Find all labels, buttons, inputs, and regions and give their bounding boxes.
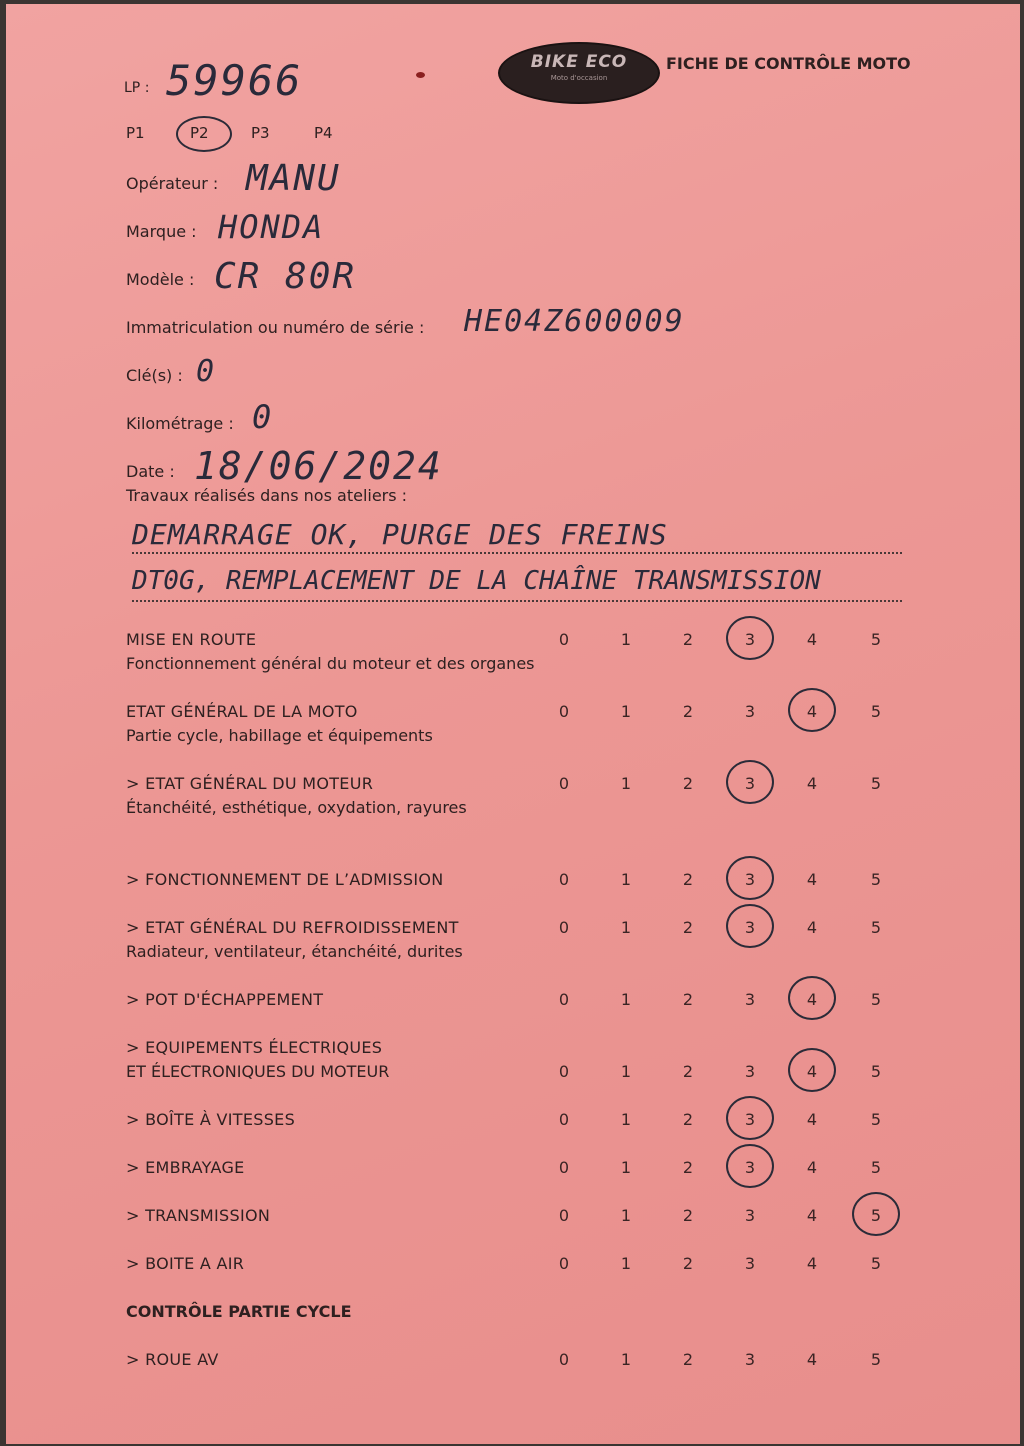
check-label: > EQUIPEMENTS ÉLECTRIQUES [126, 1038, 383, 1057]
score-option-3: 3 [744, 870, 756, 889]
score-option-5: 5 [870, 1062, 882, 1081]
score-option-3: 3 [744, 1158, 756, 1177]
score-option-4: 4 [806, 630, 818, 649]
score-option-0: 0 [558, 1350, 570, 1369]
score-option-3: 3 [744, 1206, 756, 1225]
score-option-4: 4 [806, 1110, 818, 1129]
marque-value: HONDA [218, 208, 325, 246]
score-option-3: 3 [744, 918, 756, 937]
section-title-cycle: CONTRÔLE PARTIE CYCLE [126, 1302, 352, 1321]
score-selected-circle [788, 1048, 836, 1092]
score-option-2: 2 [682, 918, 694, 937]
score-option-2: 2 [682, 870, 694, 889]
check-label: > TRANSMISSION [126, 1206, 271, 1225]
check-label: > FONCTIONNEMENT DE L’ADMISSION [126, 870, 444, 889]
score-option-5: 5 [870, 1158, 882, 1177]
score-option-5: 5 [870, 990, 882, 1009]
score-option-4: 4 [806, 702, 818, 721]
score-option-3: 3 [744, 702, 756, 721]
score-option-2: 2 [682, 1254, 694, 1273]
score-option-4: 4 [806, 870, 818, 889]
logo-text: BIKE ECO [530, 52, 628, 72]
score-option-5: 5 [870, 1254, 882, 1273]
immatriculation-label: Immatriculation ou numéro de série : [126, 318, 425, 337]
score-option-5: 5 [870, 1110, 882, 1129]
check-label: ETAT GÉNÉRAL DE LA MOTO [126, 702, 358, 721]
score-option-1: 1 [620, 1158, 632, 1177]
score-option-0: 0 [558, 702, 570, 721]
date-label: Date : [126, 462, 175, 481]
operateur-value: MANU [246, 158, 341, 199]
check-label: > BOÎTE À VITESSES [126, 1110, 296, 1129]
check-label: > ETAT GÉNÉRAL DU MOTEUR [126, 774, 374, 793]
plan-option-p4: P4 [314, 124, 333, 142]
score-option-1: 1 [620, 630, 632, 649]
score-option-2: 2 [682, 1206, 694, 1225]
score-option-1: 1 [620, 702, 632, 721]
score-selected-circle [852, 1192, 900, 1236]
score-option-4: 4 [806, 918, 818, 937]
travaux-dotted-line-2 [132, 600, 902, 602]
kilometrage-label: Kilométrage : [126, 414, 234, 433]
score-option-0: 0 [558, 1254, 570, 1273]
check-description: Fonctionnement général du moteur et des organes [126, 654, 535, 673]
score-option-0: 0 [558, 918, 570, 937]
score-selected-circle [726, 616, 774, 660]
score-option-1: 1 [620, 1062, 632, 1081]
score-option-0: 0 [558, 1110, 570, 1129]
score-option-4: 4 [806, 1206, 818, 1225]
score-option-5: 5 [870, 1206, 882, 1225]
score-option-5: 5 [870, 702, 882, 721]
check-description: Partie cycle, habillage et équipements [126, 726, 433, 745]
score-option-2: 2 [682, 630, 694, 649]
score-option-2: 2 [682, 1350, 694, 1369]
score-option-3: 3 [744, 1254, 756, 1273]
score-option-4: 4 [806, 1158, 818, 1177]
score-option-0: 0 [558, 1206, 570, 1225]
check-label: > POT D'ÉCHAPPEMENT [126, 990, 324, 1009]
score-selected-circle [726, 856, 774, 900]
score-option-5: 5 [870, 630, 882, 649]
score-selected-circle [726, 904, 774, 948]
check-description: Radiateur, ventilateur, étanchéité, durites [126, 942, 463, 961]
score-option-3: 3 [744, 1062, 756, 1081]
cles-label: Clé(s) : [126, 366, 183, 385]
score-option-2: 2 [682, 990, 694, 1009]
score-option-1: 1 [620, 1254, 632, 1273]
score-option-1: 1 [620, 774, 632, 793]
travaux-line-2: DT0G, REMPLACEMENT DE LA CHAÎNE TRANSMISSION [132, 566, 821, 596]
company-logo [498, 42, 660, 104]
score-option-4: 4 [806, 774, 818, 793]
score-option-1: 1 [620, 990, 632, 1009]
score-option-0: 0 [558, 1158, 570, 1177]
ink-mark [416, 72, 425, 78]
score-selected-circle [726, 1096, 774, 1140]
score-option-2: 2 [682, 702, 694, 721]
score-option-1: 1 [620, 918, 632, 937]
check-label: > EMBRAYAGE [126, 1158, 245, 1177]
score-option-3: 3 [744, 1110, 756, 1129]
score-option-2: 2 [682, 1158, 694, 1177]
lp-label: LP : [124, 80, 150, 96]
score-option-2: 2 [682, 1062, 694, 1081]
score-option-5: 5 [870, 1350, 882, 1369]
check-label: > BOITE A AIR [126, 1254, 245, 1273]
score-option-4: 4 [806, 990, 818, 1009]
kilometrage-value: 0 [252, 398, 274, 436]
score-option-0: 0 [558, 870, 570, 889]
modele-value: CR 80R [214, 256, 357, 297]
immatriculation-value: HE04Z600009 [464, 304, 685, 339]
score-option-1: 1 [620, 1350, 632, 1369]
travaux-dotted-line-1 [132, 552, 902, 554]
score-option-3: 3 [744, 990, 756, 1009]
score-option-4: 4 [806, 1350, 818, 1369]
score-option-3: 3 [744, 630, 756, 649]
score-option-5: 5 [870, 918, 882, 937]
score-option-4: 4 [806, 1254, 818, 1273]
score-option-5: 5 [870, 870, 882, 889]
check-description: Étanchéité, esthétique, oxydation, rayures [126, 798, 467, 817]
score-option-0: 0 [558, 774, 570, 793]
score-option-0: 0 [558, 990, 570, 1009]
score-option-1: 1 [620, 870, 632, 889]
logo-subtext: Moto d'occasion [550, 74, 608, 82]
score-option-3: 3 [744, 774, 756, 793]
cles-value: 0 [196, 354, 217, 389]
score-option-3: 3 [744, 1350, 756, 1369]
score-option-0: 0 [558, 1062, 570, 1081]
score-option-1: 1 [620, 1206, 632, 1225]
lp-value: 59966 [166, 56, 303, 105]
check-label: > ROUE AV [126, 1350, 219, 1369]
score-selected-circle [788, 688, 836, 732]
score-selected-circle [726, 1144, 774, 1188]
marque-label: Marque : [126, 222, 197, 241]
score-option-0: 0 [558, 630, 570, 649]
score-option-2: 2 [682, 774, 694, 793]
sheet-title: FICHE DE CONTRÔLE MOTO [666, 54, 911, 73]
score-option-4: 4 [806, 1062, 818, 1081]
score-selected-circle [726, 760, 774, 804]
control-sheet [6, 4, 1020, 1444]
score-option-5: 5 [870, 774, 882, 793]
check-description: ET ÉLECTRONIQUES DU MOTEUR [126, 1062, 390, 1081]
check-label: > ETAT GÉNÉRAL DU REFROIDISSEMENT [126, 918, 459, 937]
check-label: MISE EN ROUTE [126, 630, 257, 649]
operateur-label: Opérateur : [126, 174, 219, 193]
plan-option-p2: P2 [190, 124, 209, 142]
score-option-1: 1 [620, 1110, 632, 1129]
plan-option-p1: P1 [126, 124, 145, 142]
date-value: 18/06/2024 [194, 444, 443, 488]
plan-option-p3: P3 [251, 124, 270, 142]
score-option-2: 2 [682, 1110, 694, 1129]
modele-label: Modèle : [126, 270, 195, 289]
travaux-label: Travaux réalisés dans nos ateliers : [126, 486, 408, 505]
travaux-line-1: DEMARRAGE OK, PURGE DES FREINS [132, 518, 668, 551]
score-selected-circle [788, 976, 836, 1020]
